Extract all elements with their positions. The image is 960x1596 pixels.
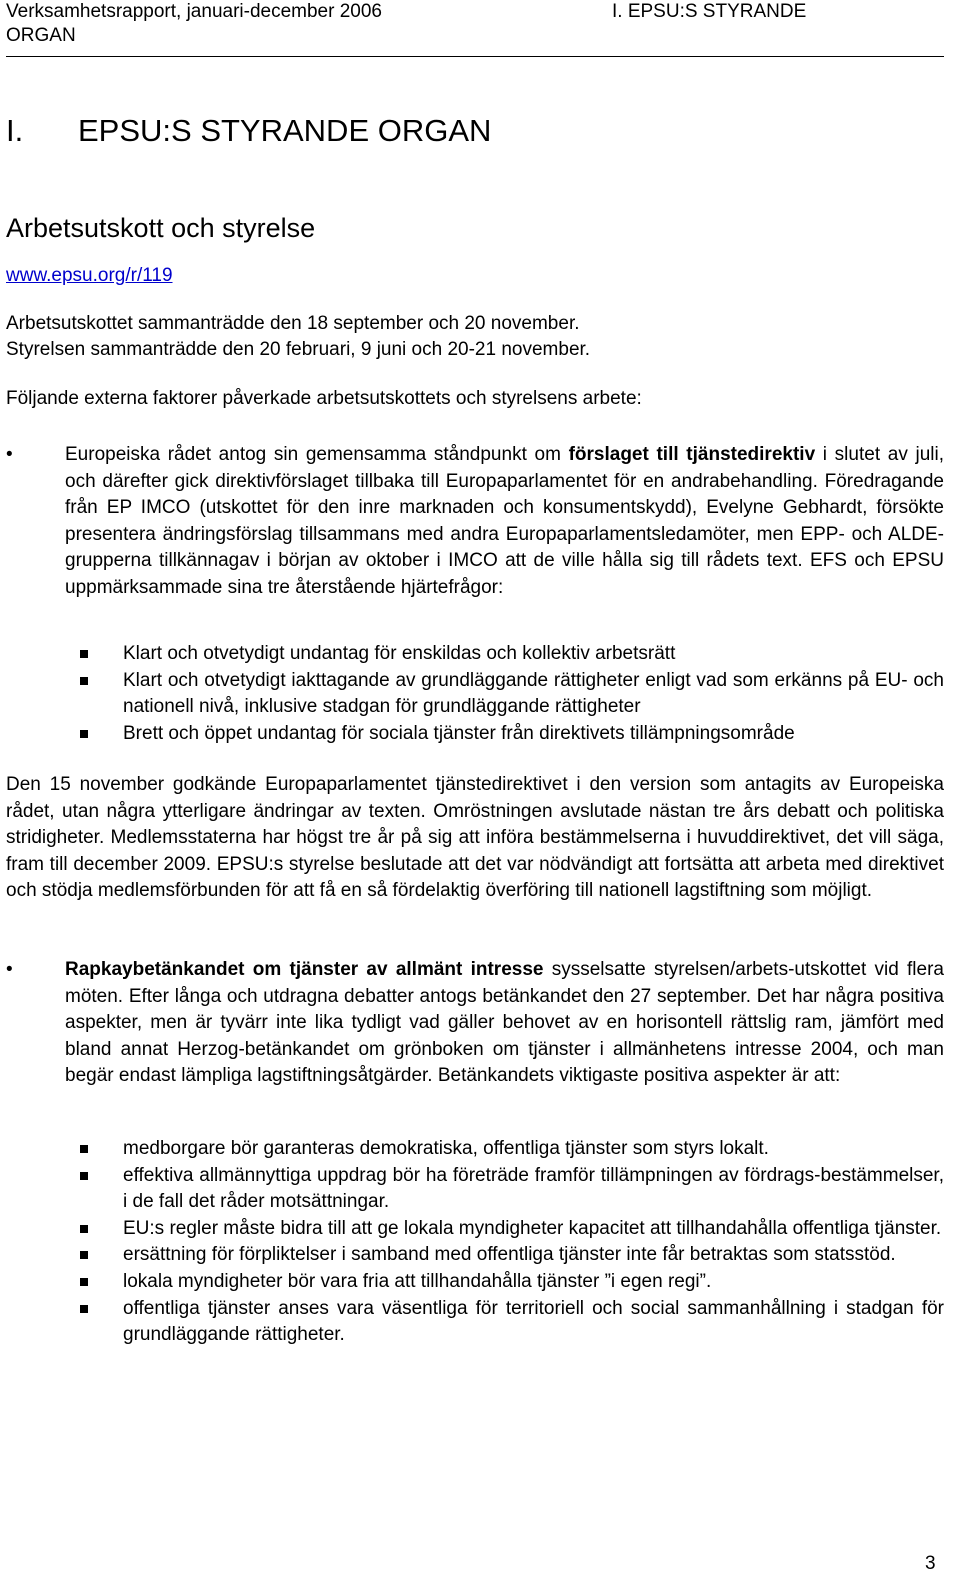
list-item [64,641,944,668]
list-item-text: Klart och otvetydigt undantag för enskildas och kollektiv arbetsrätt [123,643,676,664]
list-item-text: Klart och otvetydigt iakttagande av grundläggande rättigheter enligt vad som erkänns på EU- och nationell nivå, inklusive stadgan för grundläggande rättigheter [123,669,944,718]
bullet-dot: • [6,444,13,465]
square-bullet-icon [80,1251,88,1259]
square-bullet-icon [80,677,88,685]
square-bullet-icon [80,730,88,738]
header-section-title-cont: ORGAN [6,25,76,46]
list-item [64,1296,944,1349]
square-bullet-icon [80,1305,88,1313]
priority-list [64,641,944,747]
square-bullet-icon [80,1145,88,1153]
intro-factors: Följande externa faktorer påverkade arbetsutskottets och styrelsens arbete: [6,388,642,409]
list-item-text: medborgare bör garanteras demokratiska, offentliga tjänster som styrs lokalt. [123,1138,769,1159]
list-item-text: offentliga tjänster anses vara väsentliga för territoriell och social sammanhållning i stadgan för grundläggande rättigheter. [123,1297,944,1346]
page-header [6,0,944,57]
page-number: 3 [925,1553,936,1574]
square-bullet-icon [80,1225,88,1233]
list-item-text: EU:s regler måste bidra till att ge lokala myndigheter kapacitet att tillhandahålla offentliga tjänster. [123,1217,942,1239]
bullet-bold-term: förslaget till tjänstedirektiv [568,444,816,465]
list-item [64,1163,944,1216]
section-heading [6,111,491,151]
subsection-heading: Arbetsutskott och styrelse [6,213,316,243]
list-item [64,1136,944,1163]
square-bullet-icon [80,1172,88,1180]
bullet-rest: sysselsatte styrelsen/arbets-utskottet vid flera möten. Efter långa och utdragna debatter antogs betänkandet den 27 september. Det har några positiva aspekter, men är tyvärr inte lika tydligt vad gäller behovet av en horisontell rättslig ram, jämfört med bland annat Herzog-betänkandet om grönboken om tjänster i allmänhetens intresse 2004, och man begär endast lämpliga lagstiftningsåtgärder. Betänkandets viktigaste positiva aspekter är att: [65,959,944,1087]
intro-line-1: Arbetsutskottet sammanträdde den 18 september och 20 november. [6,313,580,334]
bullet-text [65,442,944,602]
bullet-text [65,957,944,1090]
list-item [64,668,944,721]
positive-aspects-list [64,1136,944,1349]
list-item-text: ersättning för förpliktelser i samband med offentliga tjänster inte får betraktas som statsstöd. [123,1244,896,1266]
section-number: I. [6,113,24,148]
list-item-text: Brett och öppet undantag för sociala tjänster från direktivets tillämpningsområde [123,722,795,744]
header-report-title: Verksamhetsrapport, januari-december 2006 [6,1,382,22]
list-item [64,1269,944,1296]
bullet-lead: Europeiska rådet antog sin gemensamma ståndpunkt om [65,444,569,465]
epsu-link[interactable]: www.epsu.org/r/119 [6,265,173,286]
list-item [64,1242,944,1269]
list-item [64,721,944,748]
list-item [64,1216,944,1243]
list-item-text: lokala myndigheter bör vara fria att tillhandahålla tjänster ”i egen regi”. [123,1270,712,1292]
square-bullet-icon [80,650,88,658]
square-bullet-icon [80,1278,88,1286]
section-title: EPSU:S STYRANDE ORGAN [78,113,492,148]
intro-line-2: Styrelsen sammanträdde den 20 februari, 9 juni och 20-21 november. [6,339,591,360]
bullet-bold-term: Rapkaybetänkandet om tjänster av allmänt intresse [65,959,544,980]
bullet-services-directive [6,442,944,602]
bullet-rest: i slutet av juli, och därefter gick direktivförslaget tillbaka till Europaparlamentet för en andrabehandling. Föredragande från EP IMCO (utskottet för den inre marknaden och konsumentskydd), Evelyne Gebhardt, försökte presentera ändringsförslag tillsammans med andra Europaparlamentsledamöter, men EPP- och ALDE-grupperna tillkännagav i början av oktober i IMCO att de ville hålla sig till rådets text. EFS och EPSU uppmärksammade sina tre återstående hjärtefrågor: [65,444,944,598]
bullet-rapkay-report [6,957,944,1090]
header-section-title: I. EPSU:S STYRANDE [612,1,807,22]
body-paragraph: Den 15 november godkände Europaparlamentet tjänstedirektivet i den version som antagits av Europeiska rådet, utan några ytterligare ändringar av texten. Omröstningen avslutade nästan tre års debatt och politiska stridigheter. Medlemsstaterna har högst tre år på sig att införa bestämmelserna i huvuddirektivet, det vill säga, fram till december 2009. EPSU:s styrelse beslutade att det var nödvändigt att fortsätta att arbeta med direktivet och stödja medlemsförbunden för att få en så fördelaktig överföring till nationell lagstiftning som möjligt. [6,774,944,902]
list-item-text: effektiva allmännyttiga uppdrag bör ha företräde framför tillämpningen av fördrags-bestämmelser, i de fall det råder motsättningar. [123,1164,944,1213]
bullet-dot: • [6,959,13,980]
